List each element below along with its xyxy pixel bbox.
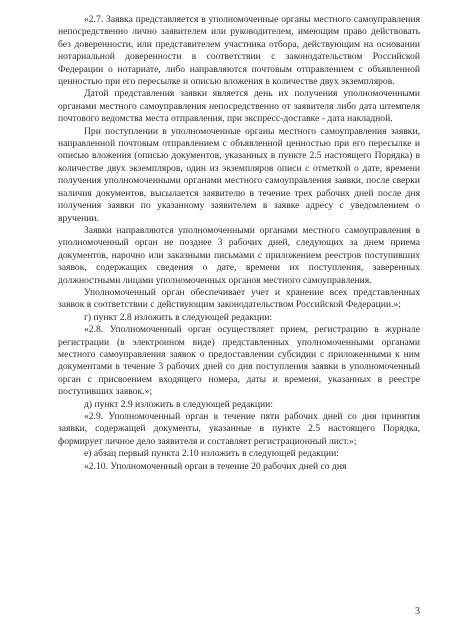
document-body <box>58 14 420 473</box>
paragraph-2-7: «2.7. Заявка представляется в уполномоченные органы местного самоуправления непосредственно лично заявителем или руководителем, имеющим право действовать без доверенности, или представителем участника отбора, действующим на основании нотариальной доверенности в соответствии с законодательством Российской Федерации о нотариате, либо направляются почтовым отправлением с объявленной ценностью при его пересылке и описью вложения в количестве двух экземпляров. <box>58 14 420 88</box>
paragraph-postal-receipt: При поступлении в уполномоченные органы местного самоуправления заявки, направленной почтовым отправлением с объявленной ценностью при его пересылке и описью вложения (описью документов, указанных в пункте 2.5 настоящего Порядка) в количестве двух экземпляров, один из экземпляров описи с отметкой о дате, времени получения уполномоченными органами местного самоуправления заявки, после сверки наличия документов, высылается заявителю в течение трех рабочих дней после дня получения заявки по указанному заявителем в заявке адресу с уведомлением о вручении. <box>58 125 420 224</box>
paragraph-2-10: «2.10. Уполномоченный орган в течение 20 рабочих дней со дня <box>84 460 347 472</box>
paragraph-amend-2-8-heading: г) пункт 2.8 изложить в следующей редакции: <box>84 311 273 323</box>
paragraph-storage: Уполномоченный орган обеспечивает учет и хранение всех представленных заявок в соответствии с действующим законодательством Российской Федерации.»; <box>58 286 420 311</box>
paragraph-amend-2-9-heading: д) пункт 2.9 изложить в следующей редакции: <box>84 398 273 410</box>
paragraph-forwarding: Заявки направляются уполномоченными органами местного самоуправления в уполномоченный орган не позднее 3 рабочих дней, следующих за днем приема документов, нарочно или заказными письмами с приложением реестров поступивших заявок, содержащих сведения о дате, времени их поступления, заверенных должностными лицами уполномоченных органов местного самоуправления. <box>58 224 420 286</box>
paragraph-2-9: «2.9. Уполномоченный орган в течение пяти рабочих дней со дня принятия заявки, содержащей документы, указанные в пункте 2.5 настоящего Порядка, формирует личное дело заявителя и составляет регистрационный лист.»; <box>58 411 420 447</box>
paragraph-amend-2-10-heading: е) абзац первый пункта 2.10 изложить в следующей редакции: <box>84 448 339 460</box>
paragraph-2-8: «2.8. Уполномоченный орган осуществляет прием, регистрацию в журнале регистрации (в электронном виде) представленных уполномоченными органами местного самоуправления заявок о предоставлении субсидии с приложенными к ним документами в течение 3 рабочих дней со дня поступления заявки в уполномоченный орган с присвоением входящего номера, даты и времени, указанных в реестре поступивших заявок.»; <box>58 324 420 398</box>
paragraph-submission-date: Датой представления заявки является день их получения уполномоченными органами местного самоуправления непосредственно от заявителя либо дата штемпеля почтового ведомства места отправления, при экспресс-доставке - дата накладной. <box>58 88 420 125</box>
page-number: 3 <box>415 606 420 617</box>
